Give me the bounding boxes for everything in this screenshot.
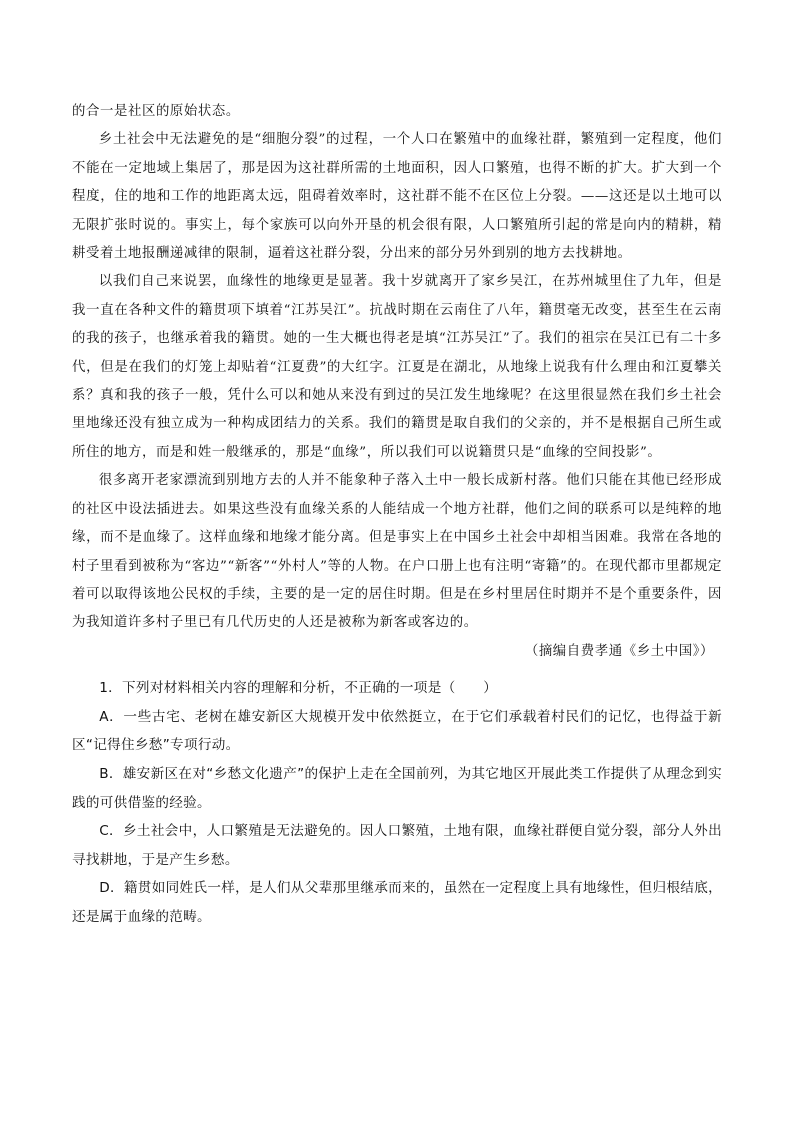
option-c: C．乡土社会中，人口繁殖是无法避免的。因人口繁殖，土地有限，血缘社群便自觉分裂，部分人外出寻找耕地，于是产生乡愁。 bbox=[72, 823, 722, 868]
option-d: D．籍贯如同姓氏一样，是人们从父辈那里继承而来的，虽然在一定程度上具有地缘性，但归根结底，还是属于血缘的范畴。 bbox=[72, 880, 722, 925]
passage-paragraph-1: 乡土社会中无法避免的是“细胞分裂”的过程，一个人口在繁殖中的血缘社群，繁殖到一定程度，他们不能在一定地域上集居了，那是因为这社群所需的土地面积，因人口繁殖，也得不断的扩大。扩大到一个程度，住的地和工作的地距离太远，阻碍着效率时，这社群不能不在区位上分裂。——这还是以土地可以无限扩张时说的。事实上，每个家族可以向外开垦的机会很有限，人口繁殖所引起的常是向内的精耕，精耕受着土地报酬递减律的限制，逼着这社群分裂，分出来的部分另外到别的地方去找耕地。 bbox=[72, 132, 722, 262]
option-a: A．一些古宅、老树在雄安新区大规模开发中依然挺立，在于它们承载着村民们的记忆，也得益于新区“记得住乡愁”专项行动。 bbox=[72, 708, 722, 754]
passage-paragraph-0: 的合一是社区的原始状态。 bbox=[72, 104, 240, 119]
passage-paragraph-3: 很多离开老家漂流到别地方去的人并不能象种子落入土中一般长成新村落。他们只能在其他已经形成的社区中设法插进去。如果这些没有血缘关系的人能结成一个地方社群，他们之间的联系可以是纯粹的地缘，而不是血缘了。这样血缘和地缘才能分离。但是事实上在中国乡土社会中却相当困难。我常在各地的村子里看到被称为“客边”“新客”“外村人”等的人物。在户口册上也有注明“寄籍”的。在现代都市里都规定着可以取得该地公民权的手续，主要的是一定的居住时期。但是在乡村里居住时期并不是个重要条件，因为我知道许多村子里已有几代历史的人还是被称为新客或客边的。 bbox=[72, 473, 722, 631]
question-stem: 1．下列对材料相关内容的理解和分析，不正确的一项是（ ） bbox=[99, 680, 498, 697]
passage-source: （摘编自费孝通《乡土中国》） bbox=[524, 643, 714, 659]
document-body bbox=[72, 98, 722, 931]
passage-paragraph-2: 以我们自己来说罢，血缘性的地缘更是显著。我十岁就离开了家乡吴江，在苏州城里住了九年，但是我一直在各种文件的籍贯项下填着“江苏吴江”。抗战时期在云南住了八年，籍贯毫无改变，甚至生在云南的我的孩子，也继承着我的籍贯。她的一生大概也得老是填“江苏吴江”了。我们的祖宗在吴江已有二十多代，但是在我们的灯笼上却贴着“江夏费”的大红字。江夏是在湖北，从地缘上说我有什么理由和江夏攀关系？真和我的孩子一般，凭什么可以和她从来没有到过的吴江发生地缘呢？在这里很显然在我们乡土社会里地缘还没有独立成为一种构成团结力的关系。我们的籍贯是取自我们的父亲的，并不是根据自己所生或所住的地方，而是和姓一般继承的，那是“血缘”，所以我们可以说籍贯只是“血缘的空间投影”。 bbox=[72, 274, 722, 460]
option-b: B．雄安新区在对“乡愁文化遗产”的保护上走在全国前列，为其它地区开展此类工作提供了从理念到实践的可供借鉴的经验。 bbox=[72, 765, 722, 811]
